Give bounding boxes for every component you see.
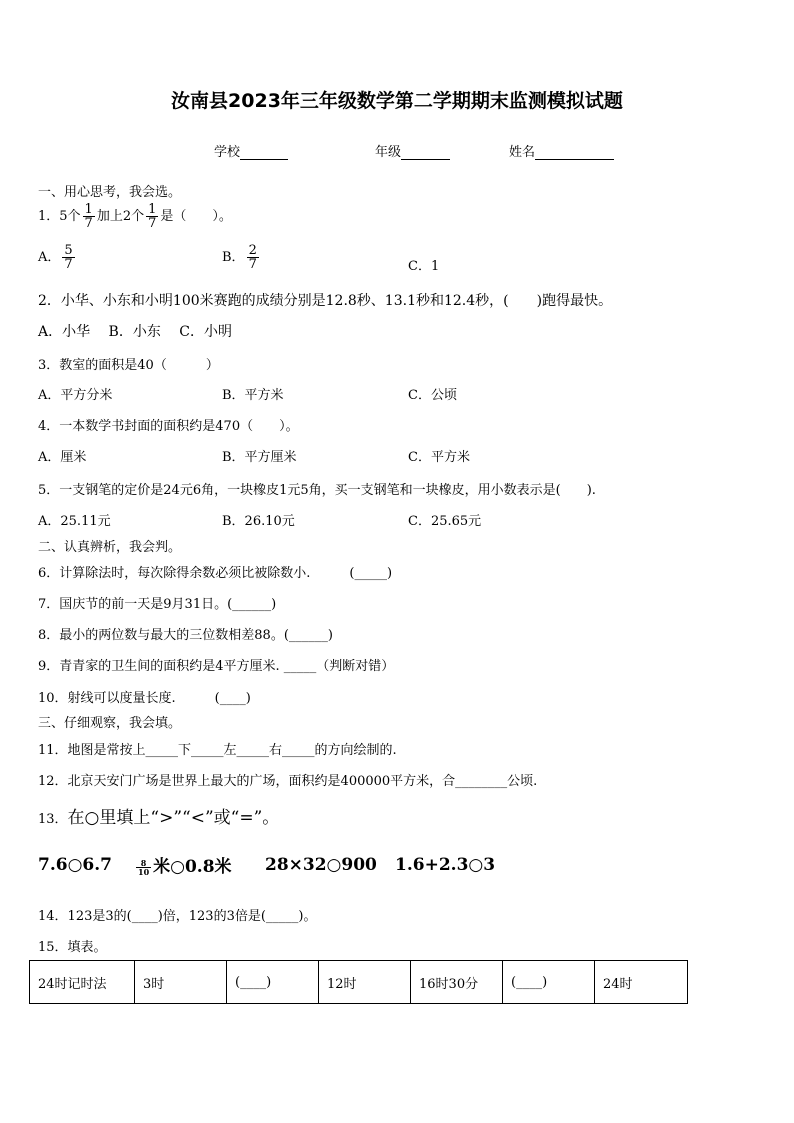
q1-text-a: 1．5个 (38, 209, 81, 224)
q1-option-a[interactable] (38, 244, 77, 271)
table-cell: 3时 (135, 961, 227, 1004)
question-11: 11．地图是常按上_____下_____左_____右_____的方向绘制的. (38, 743, 397, 758)
question-6: 6．计算除法时，每次除得余数必须比被除数小. (_____) (38, 566, 393, 581)
q3-option-a[interactable]: A．平方分米 (38, 388, 113, 403)
q4-option-a[interactable]: A．厘米 (38, 450, 87, 465)
q13-text: 在○里填上“>”“<”或“=”。 (67, 808, 280, 828)
name-field (509, 141, 614, 160)
q15-table (29, 960, 688, 1004)
question-15: 15．填表。 (38, 940, 107, 955)
question-10: 10．射线可以度量长度. (____) (38, 691, 251, 706)
q13-expression-4[interactable]: 1.6+2.3○3 (395, 855, 496, 875)
q3-option-b[interactable]: B．平方米 (222, 388, 284, 403)
fraction-denominator: 7 (64, 257, 73, 272)
school-blank[interactable] (240, 145, 288, 160)
q1-text-b: 加上2个 (96, 209, 145, 224)
question-12: 12．北京天安门广场是世界上最大的广场，面积约是400000平方米，合________公顷. (38, 774, 538, 789)
fraction (62, 244, 74, 271)
fraction (136, 859, 151, 876)
q3-option-c[interactable]: C．公顷 (408, 388, 457, 403)
question-5: 5．一支钢笔的定价是24元6角，一块橡皮1元5角，买一支钢笔和一块橡皮，用小数表示是( ). (38, 483, 596, 498)
q13-number: 13． (38, 812, 68, 827)
option-label: A． (38, 250, 61, 265)
grade-blank[interactable] (401, 145, 450, 160)
fraction-denominator: 10 (138, 867, 150, 877)
table-cell: 12时 (319, 961, 411, 1004)
q5-option-b[interactable]: B．26.10元 (222, 514, 295, 529)
name-label: 姓名 (509, 145, 536, 160)
section-2-heading: 二、认真辨析，我会判。 (38, 540, 182, 555)
table-cell: 16时30分 (411, 961, 503, 1004)
q4-option-c[interactable]: C．平方米 (408, 450, 470, 465)
question-1 (38, 203, 232, 230)
q13-expression-2-text: 米○0.8米 (153, 857, 232, 877)
option-label: B． (222, 250, 245, 265)
fraction (83, 203, 95, 230)
grade-label: 年级 (375, 145, 402, 160)
table-cell-blank[interactable]: (____) (227, 961, 319, 1004)
table-row (30, 961, 688, 1004)
fraction-numerator: 2 (248, 243, 257, 258)
fraction (247, 244, 259, 271)
table-cell: 24时记时法 (30, 961, 135, 1004)
q2-options[interactable]: A．小华 B．小东 C．小明 (38, 324, 233, 340)
fraction-denominator: 7 (148, 216, 157, 231)
q13-expression-2[interactable] (134, 852, 232, 877)
question-14: 14．123是3的(____)倍，123的3倍是(_____)。 (38, 909, 317, 924)
q4-option-b[interactable]: B．平方厘米 (222, 450, 297, 465)
school-label: 学校 (214, 145, 241, 160)
fraction-denominator: 7 (84, 216, 93, 231)
table-cell: 24时 (595, 961, 688, 1004)
section-3-heading: 三、仔细观察，我会填。 (38, 716, 182, 731)
fraction-numerator: 5 (64, 243, 73, 258)
school-field (214, 141, 288, 160)
section-1-heading: 一、用心思考，我会选。 (38, 185, 182, 200)
q1-option-c[interactable]: C．1 (408, 259, 440, 274)
page-title: 汝南县2023年三年级数学第二学期期末监测模拟试题 (171, 90, 623, 112)
q5-option-a[interactable]: A．25.11元 (38, 514, 111, 529)
fraction-numerator: 8 (140, 858, 147, 868)
q1-text-c: 是（ ）。 (160, 209, 232, 224)
q5-option-c[interactable]: C．25.65元 (408, 514, 482, 529)
question-3: 3．教室的面积是40（ ） (38, 358, 219, 373)
question-2: 2．小华、小东和小明100米赛跑的成绩分别是12.8秒、13.1秒和12.4秒，( )跑得最快。 (38, 293, 613, 309)
fraction-numerator: 1 (148, 202, 157, 217)
fraction (146, 203, 158, 230)
question-4: 4．一本数学书封面的面积约是470（ ）。 (38, 419, 299, 434)
name-blank[interactable] (535, 145, 614, 160)
q13-expression-3[interactable]: 28×32○900 (265, 855, 377, 875)
fraction-numerator: 1 (84, 202, 93, 217)
question-7: 7．国庆节的前一天是9月31日。(______) (38, 597, 277, 612)
q1-option-b[interactable] (222, 244, 261, 271)
fraction-denominator: 7 (248, 257, 257, 272)
question-13 (38, 803, 279, 828)
q13-expression-1[interactable]: 7.6○6.7 (38, 855, 112, 875)
question-9: 9．青青家的卫生间的面积约是4平方厘米. _____（判断对错） (38, 659, 395, 674)
question-8: 8．最小的两位数与最大的三位数相差88。(______) (38, 628, 333, 643)
table-cell-blank[interactable]: (____) (503, 961, 595, 1004)
grade-field (375, 141, 450, 160)
